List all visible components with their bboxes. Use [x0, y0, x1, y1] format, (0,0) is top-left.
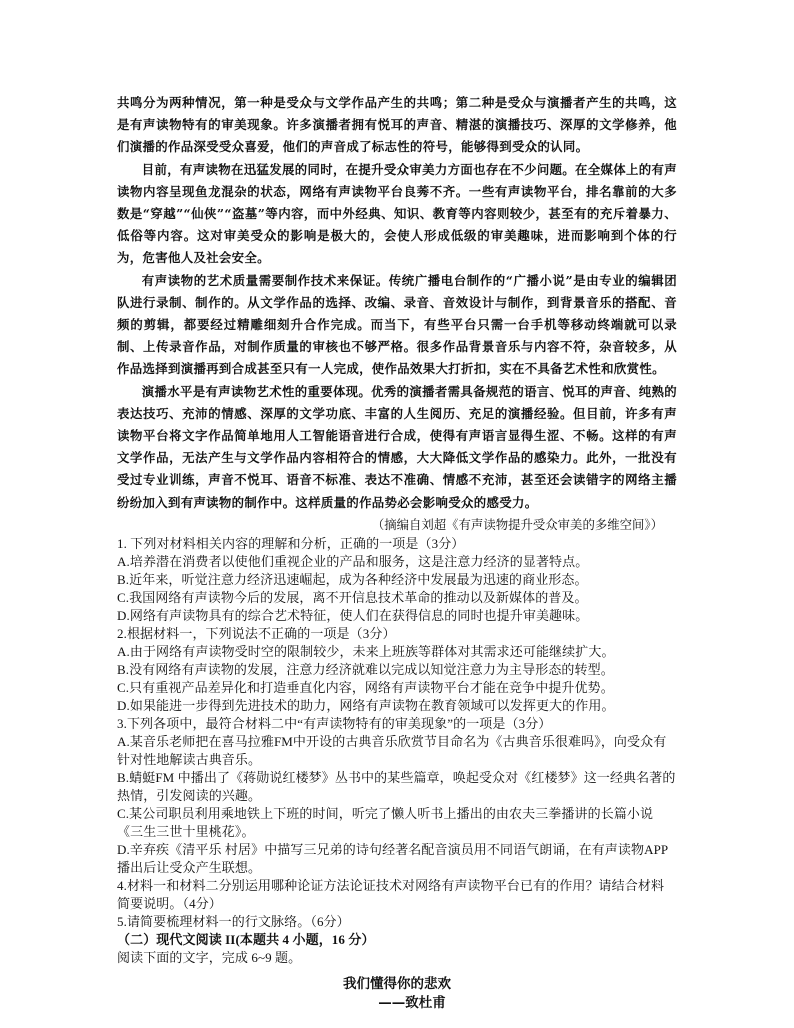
question-option: A.培养潜在消费者以使他们重视企业的产品和服务，这是注意力经济的显著特点。: [117, 553, 589, 569]
passage-source: （摘编自刘超《有声读物提升受众审美的多维空间》）: [371, 516, 663, 532]
passage-paragraph-3: 有声读物的艺术质量需要制作技术来保证。传统广播电台制作的“广播小说”是由专业的编辑团队进行录制、制作的。从文学作品的选择、改编、录音、音效设计与制作，到背景音乐的搭配、音频的剪辑，都要经过精雕细刻升合作完成。而当下，有些平台只需一台手机等移动终端就可以录制、上传录音作品，对制作质量的审核也不够严格。很多作品背景音乐与内容不符，杂音较多，从作品选择到演播再到合成甚至只有一人完成，使作品效果大打折扣，实在不具备艺术性和欣赏性。: [117, 272, 677, 377]
question-option: B.没有网络有声读物的发展，注意力经济就难以完成以知觉注意力为主导形态的转型。: [117, 661, 614, 677]
question-option: A.由于网络有声读物受时空的限制较少，未来上班族等群体对其需求还可能继续扩大。: [117, 643, 615, 659]
question-line: 2.根据材料一，下列说法不正确的一项是（3分）: [117, 625, 396, 641]
question-option: B.近年来，听觉注意力经济迅速崛起，成为各种经济中发展最为迅速的商业形态。: [117, 571, 588, 587]
question-line: 3.下列各项中，最符合材料二中“有声读物特有的审美现象”的一项是（3分）: [117, 715, 552, 731]
question-list: [117, 535, 677, 967]
question-option: C.某公司职员利用乘地铁上下班的时间，听完了懒人听书上播出的由农夫三拳播讲的长篇小说《三生三世十里桃花》。: [117, 805, 654, 839]
poem-title: 我们懂得你的悲欢: [343, 975, 451, 992]
poem-subtitle: ——致杜甫: [378, 994, 446, 1011]
question-option: C.我国网络有声读物今后的发展，离不开信息技术革命的推动以及新媒体的普及。: [117, 589, 588, 605]
passage-paragraph-4: 演播水平是有声读物艺术性的重要体现。优秀的演播者需具备规范的语言、悦耳的声音、纯熟的表达技巧、充沛的情感、深厚的文学功底、丰富的人生阅历、充足的演播经验。但目前，许多有声读物平台将文字作品简单地用人工智能语音进行合成，使得有声语言显得生涩、不畅。这样的有声文学作品，无法产生与文学作品内容相符合的情感，大大降低文学作品的感染力。此外，一批没有受过专业训练，声音不悦耳、语音不标准、表达不准确、情感不充沛，甚至还会读错字的网络主播纷纷加入到有声读物的制作中。这样质量的作品势必会影响受众的感受力。: [117, 383, 677, 510]
question-option: D.辛弃疾《清平乐 村居》中描写三兄弟的诗句经著名配音演员用不同语气朗诵，在有声读物APP播出后让受众产生联想。: [117, 841, 669, 875]
section-heading: （二）现代文阅读 II(本题共 4 小题，16 分）: [117, 931, 375, 947]
exam-page: [117, 92, 677, 1013]
passage-paragraph-2: 目前，有声读物在迅猛发展的同时，在提升受众审美力方面也存在不少问题。在全媒体上的有声读物内容呈现鱼龙混杂的状态，网络有声读物平台良莠不齐。一些有声读物平台，排名靠前的大多数是“穿越”“仙侠”“盗墓”等内容，而中外经典、知识、教育等内容则较少，甚至有的充斥着暴力、低俗等内容。这对审美受众的影响是极大的，会使人形成低级的审美趣味，进而影响到个体的行为，危害他人及社会安全。: [117, 161, 677, 266]
question-line: 5.请简要梳理材料一的行文脉络。（6分）: [117, 913, 350, 929]
question-line: 1. 下列对材料相关内容的理解和分析，正确的一项是（3分）: [117, 535, 465, 551]
question-option: A.某音乐老师把在喜马拉雅FM中开设的古典音乐欣赏节目命名为《古典音乐很难吗》，向受众有针对性地解读古典音乐。: [117, 733, 667, 767]
question-line: 4.材料一和材料二分别运用哪种论证方法论证技术对网络有声读物平台已有的作用？请结合材料简要说明。（4分）: [117, 877, 665, 911]
question-option: B.蜻蜓FM 中播出了《蒋勋说红楼梦》丛书中的某些篇章，唤起受众对《红楼梦》这一经典名著的热情，引发阅读的兴趣。: [117, 769, 676, 803]
question-option: D.如果能进一步得到先进技术的助力，网络有声读物在教育领域可以发挥更大的作用。: [117, 697, 615, 713]
question-option: C.只有重视产品差异化和打造垂直化内容，网络有声读物平台才能在竞争中提升优势。: [117, 679, 614, 695]
passage-paragraph-1: 共鸣分为两种情况，第一种是受众与文学作品产生的共鸣；第二种是受众与演播者产生的共鸣，这是有声读物特有的审美现象。许多演播者拥有悦耳的声音、精湛的演播技巧、深厚的文学修养，他们演播的作品深受受众喜爱，他们的声音成了标志性的符号，能够得到受众的认同。: [117, 95, 677, 155]
section-instruction: 阅读下面的文字，完成 6~9 题。: [117, 949, 302, 965]
question-option: D.网络有声读物具有的综合艺术特征，使人们在获得信息的同时也提升审美趣味。: [117, 607, 589, 623]
